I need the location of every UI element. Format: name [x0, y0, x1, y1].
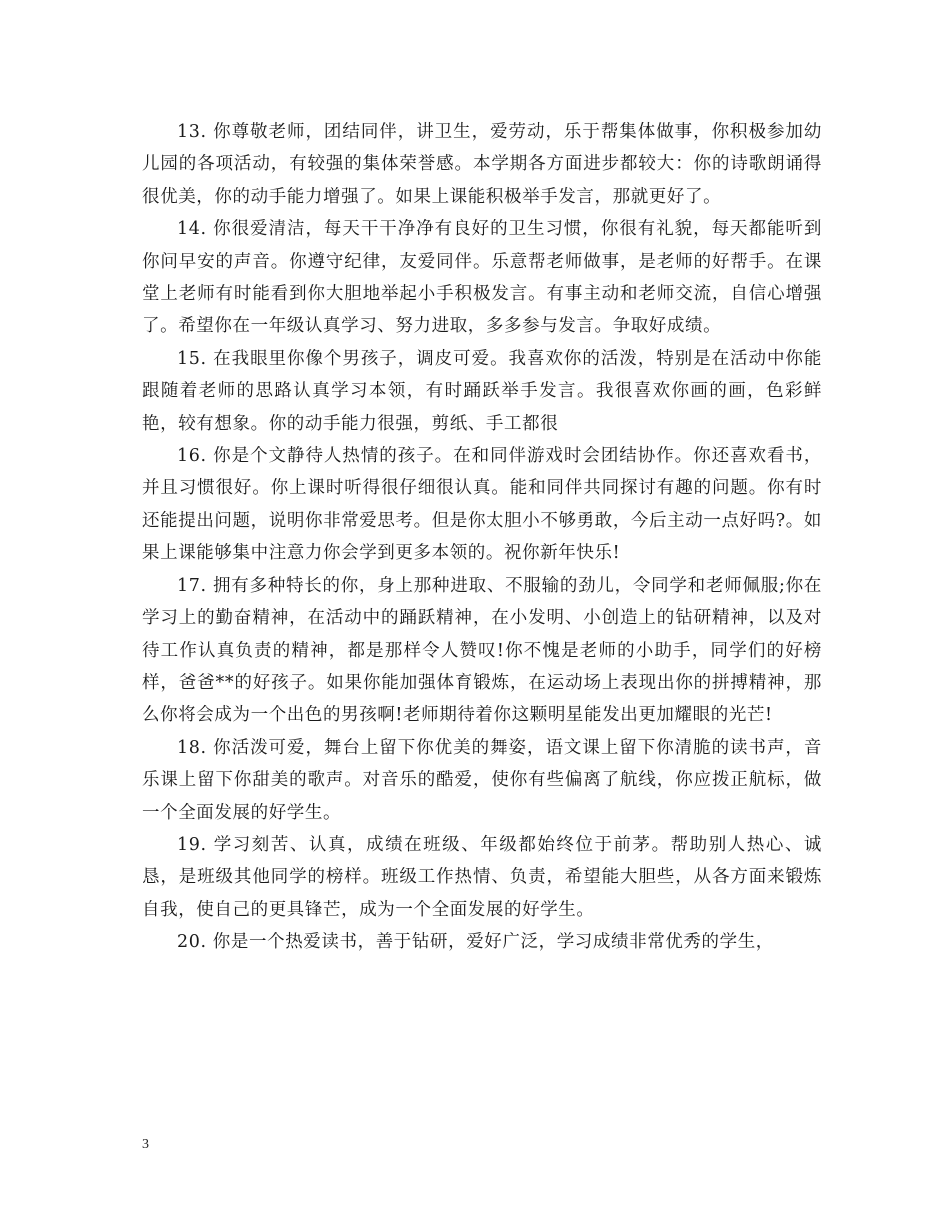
page-number: 3 — [142, 1137, 149, 1152]
paragraph-15: 15. 在我眼里你像个男孩子，调皮可爱。我喜欢你的活泼，特别是在活动中你能跟随着老师的思路认真学习本领，有时踊跃举手发言。我很喜欢你画的画，色彩鲜艳，较有想象。你的动手能力很强，剪纸、手工都很 — [142, 348, 822, 434]
paragraph-20: 20. 你是一个热爱读书，善于钻研，爱好广泛，学习成绩非常优秀的学生， — [177, 932, 774, 953]
paragraph-13: 13. 你尊敬老师，团结同伴，讲卫生，爱劳动，乐于帮集体做事，你积极参加幼儿园的各项活动，有较强的集体荣誉感。本学期各方面进步都较大：你的诗歌朗诵得很优美，你的动手能力增强了。如果上课能积极举手发言，那就更好了。 — [142, 122, 822, 207]
document-body — [142, 116, 822, 959]
paragraph-17: 17. 拥有多种特长的你，身上那种进取、不服输的劲儿，令同学和老师佩服;你在学习上的勤奋精神，在活动中的踊跃精神，在小发明、小创造上的钻研精神，以及对待工作认真负责的精神，都是那样令人赞叹!你不愧是老师的小助手，同学们的好榜样，爸爸**的好孩子。如果你能加强体育锻炼，在运动场上表现出你的拼搏精神，那么你将会成为一个出色的男孩啊!老师期待着你这颗明星能发出更加耀眼的光芒! — [142, 575, 822, 726]
paragraph-14: 14. 你很爱清洁，每天干干净净有良好的卫生习惯，你很有礼貌，每天都能听到你问早安的声音。你遵守纪律，友爱同伴。乐意帮老师做事，是老师的好帮手。在课堂上老师有时能看到你大胆地举起小手积极发言。有事主动和老师交流，自信心增强了。希望你在一年级认真学习、努力进取，多多参与发言。争取好成绩。 — [142, 219, 822, 337]
paragraph-19: 19. 学习刻苦、认真，成绩在班级、年级都始终位于前茅。帮助别人热心、诚恳，是班级其他同学的榜样。班级工作热情、负责，希望能大胆些，从各方面来锻炼自我，使自己的更具锋芒，成为一个全面发展的好学生。 — [142, 834, 822, 920]
paragraph-16: 16. 你是个文静待人热情的孩子。在和同伴游戏时会团结协作。你还喜欢看书，并且习惯很好。你上课时听得很仔细很认真。能和同伴共同探讨有趣的问题。你有时还能提出问题，说明你非常爱思考。但是你太胆小不够勇敢，今后主动一点好吗?。如果上课能够集中注意力你会学到更多本领的。祝你新年快乐! — [142, 446, 822, 564]
paragraph-18: 18. 你活泼可爱，舞台上留下你优美的舞姿，语文课上留下你清脆的读书声，音乐课上留下你甜美的歌声。对音乐的酷爱，使你有些偏离了航线，你应拨正航标，做一个全面发展的好学生。 — [142, 737, 822, 823]
